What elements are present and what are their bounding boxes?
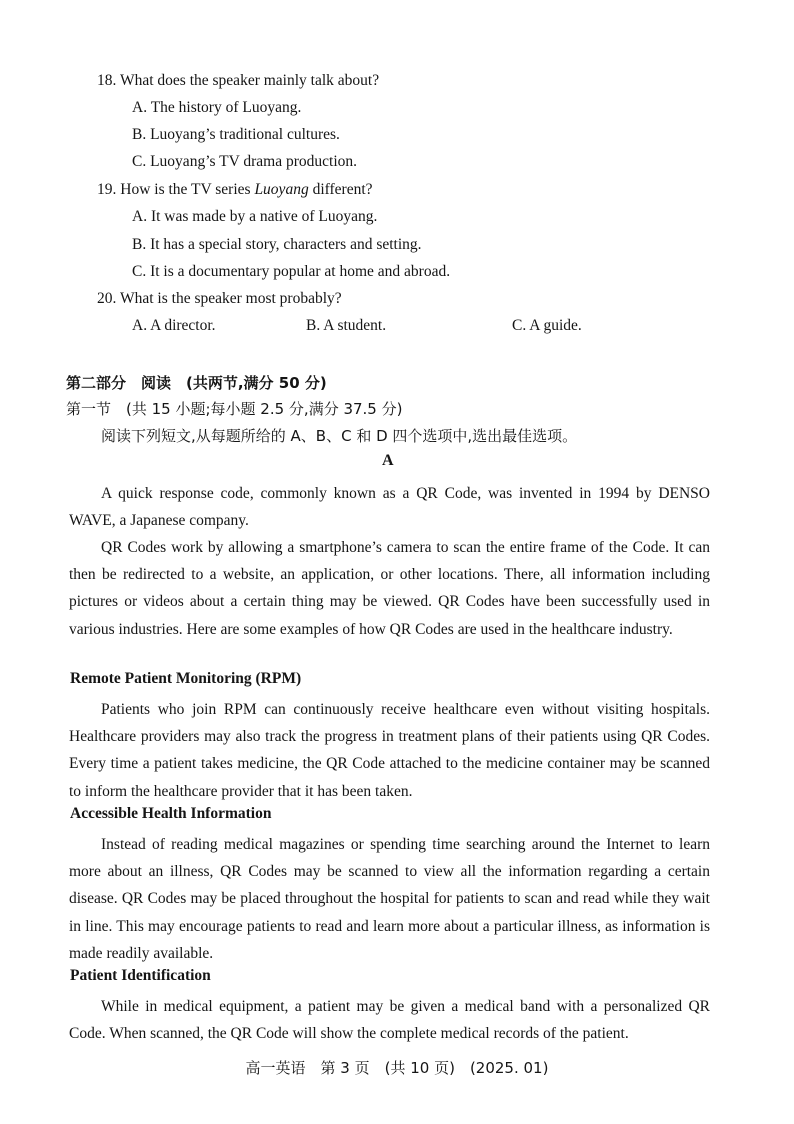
part-title: 第二部分 阅读 (共两节,满分 50 分) xyxy=(66,374,327,392)
question-20-stem xyxy=(97,290,342,308)
question-text: What does the speaker mainly talk about? xyxy=(119,72,380,89)
question-number: 19. xyxy=(97,181,117,198)
option-letter: B. xyxy=(306,317,321,334)
passage-letter: A xyxy=(382,452,394,469)
option-letter: C. xyxy=(132,153,147,170)
question-20-option-b xyxy=(306,317,386,335)
option-text: A student. xyxy=(323,317,387,334)
question-19-option-b xyxy=(132,236,422,254)
option-letter: C. xyxy=(132,263,147,280)
question-18-option-a xyxy=(132,99,301,117)
subheading-patient-identification: Patient Identification xyxy=(70,967,211,984)
option-letter: A. xyxy=(132,208,148,225)
question-18-stem xyxy=(97,72,379,90)
option-text: A director. xyxy=(150,317,216,334)
option-text: It has a special story, characters and setting. xyxy=(150,236,422,253)
question-18-option-c xyxy=(132,153,357,171)
option-text: The history of Luoyang. xyxy=(150,99,302,116)
subheading-remote-patient-monitoring: Remote Patient Monitoring (RPM) xyxy=(70,670,302,687)
subsection-title: 第一节 (共 15 小题;每小题 2.5 分,满分 37.5 分) xyxy=(66,400,403,418)
passage-paragraph-3: Patients who join RPM can continuously receive healthcare even without visiting hospitals. Healthcare providers may also track the progress in treatment plans of their patients using QR Codes. Every time a patient takes medicine, the QR Code attached to the medicine container may be scanned to inform the healthcare provider that it has been taken. xyxy=(69,701,710,800)
question-20-option-a xyxy=(132,317,216,335)
section-instruction: 阅读下列短文,从每题所给的 A、B、C 和 D 四个选项中,选出最佳选项。 xyxy=(101,427,578,445)
passage-paragraph-5: While in medical equipment, a patient may be given a medical band with a personalized QR Code. When scanned, the QR Code will show the complete medical records of the patient. xyxy=(69,998,710,1043)
option-letter: B. xyxy=(132,126,147,143)
question-number: 18. xyxy=(97,72,117,89)
question-text-italic: Luoyang xyxy=(254,181,309,198)
question-19-option-a xyxy=(132,208,377,226)
option-letter: C. xyxy=(512,317,527,334)
question-text: What is the speaker most probably? xyxy=(119,290,342,307)
passage-paragraph-4: Instead of reading medical magazines or spending time searching around the Internet to learn more about an illness, QR Codes may be scanned to view all the information regarding a certain disease. QR Codes may be placed throughout the hospital for patients to scan and read while they wait in line. This may encourage patients to read and learn more about a particular illness, as information is made readily available. xyxy=(69,836,710,962)
option-letter: A. xyxy=(132,317,148,334)
question-20-option-c xyxy=(512,317,582,335)
option-text: A guide. xyxy=(529,317,582,334)
question-18-option-b xyxy=(132,126,340,144)
question-text: different? xyxy=(312,181,373,198)
question-text: How is the TV series xyxy=(120,181,251,198)
question-number: 20. xyxy=(97,290,117,307)
subheading-accessible-health-information: Accessible Health Information xyxy=(70,805,272,822)
option-text: It was made by a native of Luoyang. xyxy=(150,208,378,225)
option-letter: B. xyxy=(132,236,147,253)
option-text: It is a documentary popular at home and abroad. xyxy=(150,263,451,280)
passage-paragraph-2: QR Codes work by allowing a smartphone’s camera to scan the entire frame of the Code. It can then be redirected to a website, an application, or other locations. There, all information including pictures or videos about a certain thing may be viewed. QR Codes have been successfully used in various industries. Here are some examples of how QR Codes are used in the healthcare industry. xyxy=(69,539,710,638)
question-19-stem xyxy=(97,181,373,199)
page-footer: 高一英语 第 3 页 (共 10 页) (2025. 01) xyxy=(245,1059,549,1077)
option-letter: A. xyxy=(132,99,148,116)
passage-paragraph-1: A quick response code, commonly known as a QR Code, was invented in 1994 by DENSO WAVE, a Japanese company. xyxy=(69,485,710,530)
option-text: Luoyang’s traditional cultures. xyxy=(150,126,340,143)
question-19-option-c xyxy=(132,263,450,281)
option-text: Luoyang’s TV drama production. xyxy=(150,153,358,170)
